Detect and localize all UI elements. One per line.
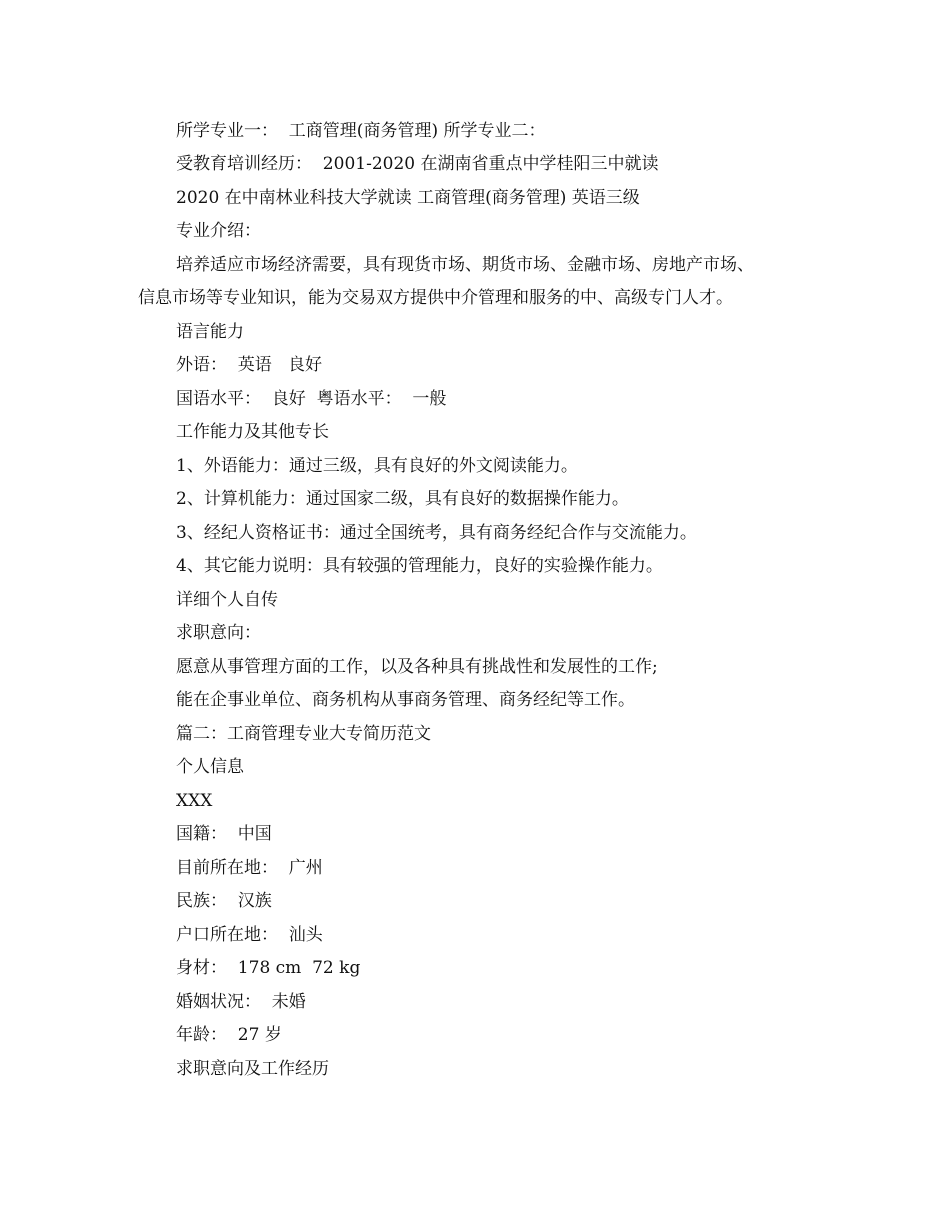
autobiography-heading: 详细个人自传 — [176, 590, 278, 610]
education-line-2: 2020 在中南林业科技大学就读 工商管理(商务管理) 英语三级 — [176, 188, 640, 208]
name-line: XXX — [176, 791, 213, 811]
location-line: 目前所在地： 广州 — [176, 858, 323, 878]
section-two-title: 篇二：工商管理专业大专简历范文 — [176, 724, 431, 744]
mandarin-cantonese-line: 国语水平： 良好 粤语水平： 一般 — [176, 389, 447, 409]
household-registration-line: 户口所在地： 汕头 — [176, 925, 323, 945]
nationality-line: 国籍： 中国 — [176, 824, 272, 844]
body-line: 身材： 178 cm 72 kg — [176, 958, 361, 978]
skill-item-3: 3、经纪人资格证书：通过全国统考，具有商务经纪合作与交流能力。 — [176, 523, 697, 543]
language-heading: 语言能力 — [176, 322, 244, 342]
skill-item-4: 4、其它能力说明：具有较强的管理能力，良好的实验操作能力。 — [176, 556, 663, 576]
job-intention-heading: 求职意向： — [176, 623, 261, 643]
skill-item-2: 2、计算机能力：通过国家二级，具有良好的数据操作能力。 — [176, 489, 629, 509]
skill-item-1: 1、外语能力：通过三级，具有良好的外文阅读能力。 — [176, 456, 578, 476]
major-intro-text-2: 信息市场等专业知识，能为交易双方提供中介管理和服务的中、高级专门人才。 — [138, 288, 733, 308]
skills-heading: 工作能力及其他专长 — [176, 422, 329, 442]
job-intention-text-2: 能在企事业单位、商务机构从事商务管理、商务经纪等工作。 — [176, 690, 635, 710]
marital-status-line: 婚姻状况： 未婚 — [176, 992, 306, 1012]
education-line-1: 受教育培训经历： 2001-2020 在湖南省重点中学桂阳三中就读 — [176, 154, 659, 174]
major-line: 所学专业一： 工商管理(商务管理) 所学专业二： — [176, 121, 546, 141]
major-intro-heading: 专业介绍： — [176, 221, 261, 241]
job-experience-heading: 求职意向及工作经历 — [176, 1059, 329, 1079]
personal-info-heading: 个人信息 — [176, 757, 244, 777]
job-intention-text-1: 愿意从事管理方面的工作，以及各种具有挑战性和发展性的工作; — [176, 657, 658, 677]
ethnicity-line: 民族： 汉族 — [176, 891, 272, 911]
age-line: 年龄： 27 岁 — [176, 1025, 282, 1045]
foreign-language-line: 外语： 英语 良好 — [176, 355, 323, 375]
major-intro-text-1: 培养适应市场经济需要，具有现货市场、期货市场、金融市场、房地产市场、 — [176, 255, 754, 275]
